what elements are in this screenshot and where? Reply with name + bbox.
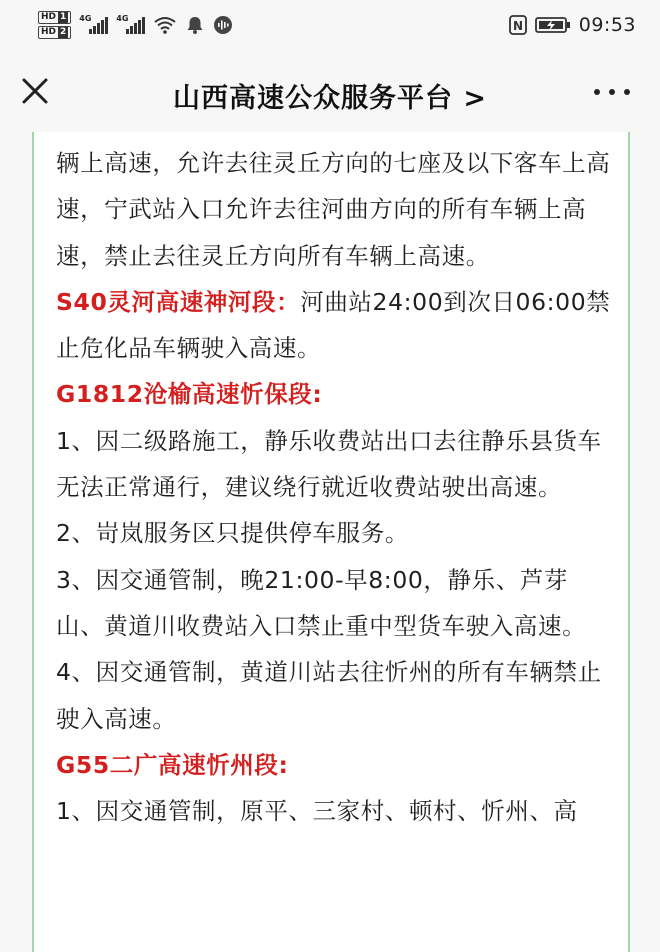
list-item: 1、因交通管制，原平、三家村、顿村、忻州、高	[56, 797, 578, 826]
hd2-badge: HD 2	[38, 26, 71, 39]
article-body	[56, 140, 616, 834]
svg-text:N: N	[512, 19, 523, 33]
more-dot-icon	[624, 89, 630, 95]
wifi-icon	[153, 16, 177, 34]
signal-2-icon: 4G	[116, 16, 145, 34]
notification-bell-icon	[185, 15, 205, 35]
section-heading: G1812沧榆高速忻保段:	[56, 380, 323, 409]
more-dot-icon	[594, 89, 600, 95]
status-left	[38, 11, 233, 39]
audio-app-icon	[213, 15, 233, 35]
clock: 09:53	[578, 14, 636, 36]
more-dot-icon	[609, 89, 615, 95]
list-item: 3、因交通管制，晚21:00-早8:00，静乐、芦芽山、黄道川收费站入口禁止重中型货车驶入高速。	[56, 565, 587, 640]
list-item: 2、岢岚服务区只提供停车服务。	[56, 519, 409, 548]
hd1-badge: HD 1	[38, 11, 71, 24]
section-heading: S40灵河高速神河段：	[56, 287, 301, 316]
section-heading: G55二广高速忻州段:	[56, 750, 289, 779]
list-item: 1、因二级路施工，静乐收费站出口去往静乐县货车无法正常通行，建议绕行就近收费站驶出高速。	[56, 426, 602, 502]
page-title[interactable]: 山西高速公众服务平台 >	[172, 83, 488, 114]
article-card	[32, 132, 630, 952]
title-bar	[0, 52, 660, 136]
list-item: 4、因交通管制，黄道川站去往忻州的所有车辆禁止驶入高速。	[56, 658, 602, 733]
nfc-icon	[509, 15, 527, 35]
article-paragraph: 辆上高速，允许去往灵丘方向的七座及以下客车上高速，宁武站入口允许去往河曲方向的所有车辆上高速，禁止去往灵丘方向所有车辆上高速。	[56, 149, 611, 270]
battery-charging-icon	[535, 16, 571, 34]
section-text: 河曲站24:00到次日06:00禁止危化品车辆驶入高速。	[56, 287, 611, 363]
more-options-button[interactable]	[594, 80, 630, 104]
hd-indicators	[38, 11, 71, 39]
status-right	[509, 14, 636, 36]
status-bar	[0, 0, 660, 50]
s40-section	[56, 279, 616, 372]
signal-1-icon: 4G	[79, 16, 108, 34]
